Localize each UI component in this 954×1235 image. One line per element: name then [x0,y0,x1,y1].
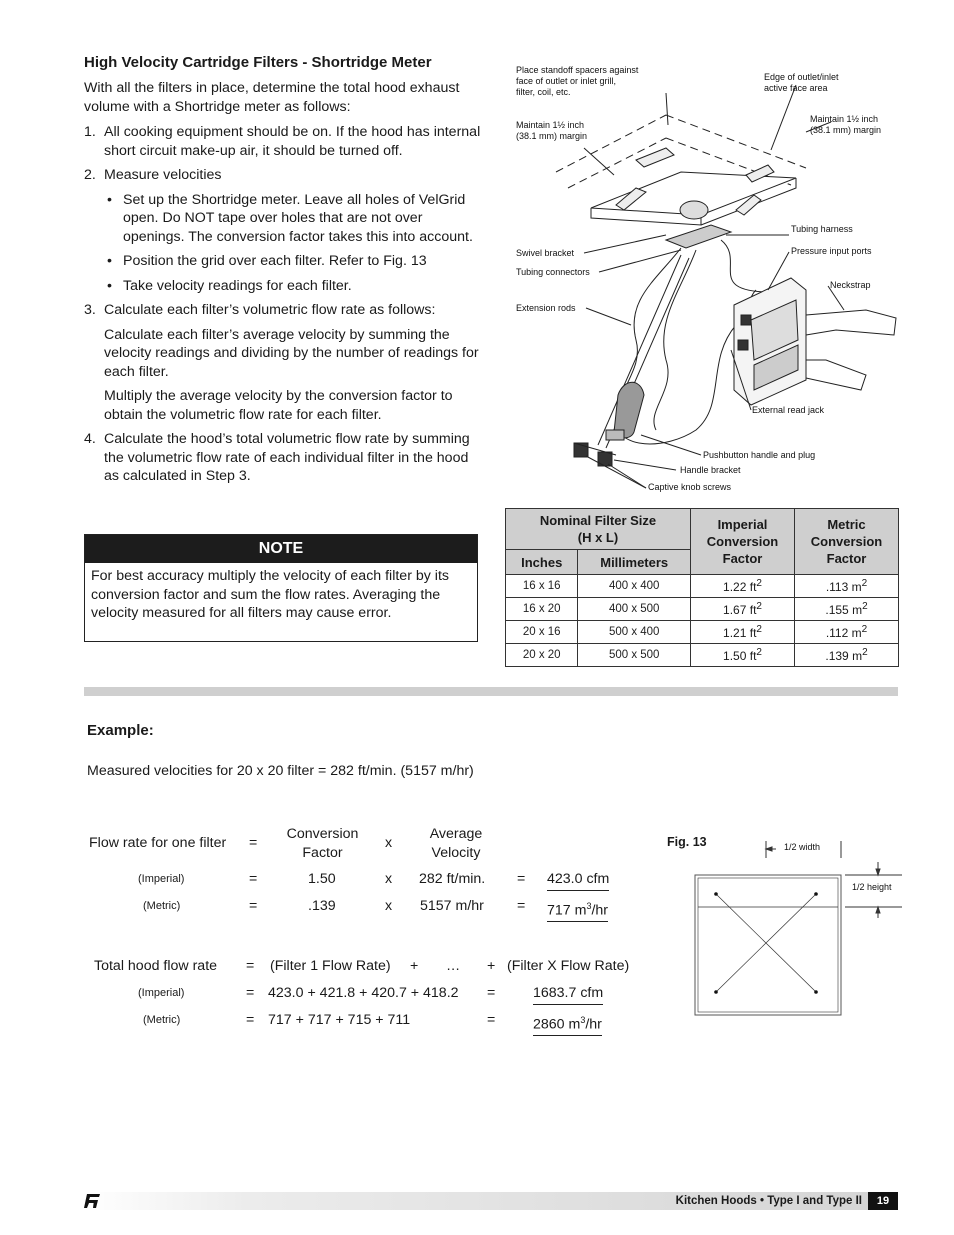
imperial-result: 423.0 cfm [547,870,609,891]
steps-list [84,123,484,492]
step-1-text: All cooking equipment should be on. If the hood has internal short circuit make-up air, it should be turned off. [104,124,481,159]
label-neckstrap: Neckstrap [830,280,871,290]
step-4-text: Calculate the hood’s total volumetric flow rate by summing the volumetric flow rate of each individual filter in the hood as calculated in Step 3. [104,431,470,484]
example-title: Example: [87,722,154,739]
total-imperial-result: 1683.7 cfm [533,984,603,1005]
step-1: 1. All cooking equipment should be on. If the hood has internal short circuit make-up air, it should be turned off. [84,124,481,159]
label-margin-right: Maintain 1½ inch [810,114,879,124]
header-metric: Metric Conversion Factor [795,509,899,575]
shortridge-meter-diagram [506,60,906,500]
label-extension: Extension rods [516,303,576,313]
half-height-label: 1/2 height [852,882,892,892]
label-spacers: Place standoff spacers against [516,65,639,75]
svg-text:filter, coil, etc.: filter, coil, etc. [516,87,571,97]
intro-text: With all the filters in place, determine the total hood exhaust volume with a Shortridge meter as follows: [84,80,460,115]
table-row: 16 x 16 400 x 400 1.22 $ft^2$ .113 $m^2$ [506,575,899,598]
label-swivel: Swivel bracket [516,248,575,258]
total-label: Total hood flow rate [94,958,218,974]
label-pushbutton: Pushbutton handle and plug [703,450,816,460]
note-box [84,534,478,642]
page-number: 19 [868,1192,898,1210]
note-text: For best accuracy multiply the velocity of each filter by its conversion factor and sum the flow rates. Averaging the velocity measured for all filters may cause error. [91,568,449,621]
average-velocity-heading: Average Velocity [429,826,483,861]
label-captive: Captive knob screws [648,482,732,492]
svg-text:face of outlet or inlet grill,: face of outlet or inlet grill, [516,76,617,86]
conversion-table [505,508,899,667]
section-divider [84,687,898,696]
svg-text:(38.1 mm) margin: (38.1 mm) margin [516,131,588,141]
step-4: 4. Calculate the hood’s total volumetric flow rate by summing the volumetric flow rate of each individual filter in the hood as calculated in Step 3. [84,431,470,484]
label-tubing-harness: Tubing harness [791,224,853,234]
list-item: • Set up the Shortridge meter. Leave all holes of VelGrid open. Do NOT tape over holes that are not over openings. The conversion factor takes this into account. [107,191,473,245]
label-external-jack: External read jack [752,405,825,415]
conversion-factor-heading: Conversion Factor [286,826,359,861]
header-inches: Inches [506,550,578,575]
step-2-text: Measure velocities [104,167,222,183]
section-title: High Velocity Cartridge Filters - Shortridge Meter [84,54,432,71]
label-tubing-connectors: Tubing connectors [516,267,590,277]
fig13-grid-diagram [690,840,904,1020]
svg-text:(38.1 mm) margin: (38.1 mm) margin [810,125,882,135]
footer-title: Kitchen Hoods • Type I and Type II [675,1195,862,1207]
svg-text:active face area: active face area [764,83,828,93]
step-2-bullets [104,191,484,296]
label-edge: Edge of outlet/inlet [764,72,839,82]
step-3: 3. Calculate each filter’s volumetric flow rate as follows: Calculate each filter’s average velocity by summing the velocity readings and dividing by the number of readings for each filter. Multiply the average velocity by the conversion factor to obtain the volumetric flow rate for each filter. [84,301,484,424]
list-item: • Take velocity readings for each filter. [107,277,352,294]
metric-result: 717 $m^3/hr$ [547,897,608,922]
logo-icon [84,1192,102,1210]
figure-label: Fig. 13 [667,835,707,849]
note-title: NOTE [85,535,477,563]
table-row: 20 x 16 500 x 400 1.21 $ft^2$ .112 $m^2$ [506,621,899,644]
step-3-para-1: Calculate each filter’s average velocity by summing the velocity readings and dividing by the number of readings for each filter. [104,326,479,380]
header-mm: Millimeters [578,550,691,575]
header-imperial: Imperial Conversion Factor [691,509,795,575]
list-item: • Position the grid over each filter. Refer to Fig. 13 [107,253,427,269]
total-metric-result: 2860 $m^3/hr$ [533,1011,602,1036]
label-margin-left: Maintain 1½ inch [516,120,585,130]
label-handle-bracket: Handle bracket [680,465,741,475]
table-row: 16 x 20 400 x 500 1.67 $ft^2$ .155 $m^2$ [506,598,899,621]
step-3-para-2: Multiply the average velocity by the conversion factor to obtain the volumetric flow rate for each filter. [104,388,453,423]
label-pressure: Pressure input ports [791,246,872,256]
flow-label: Flow rate for one filter [89,835,227,851]
table-row: 20 x 20 500 x 500 1.50 $ft^2$ .139 $m^2$ [506,644,899,667]
half-width-label: 1/2 width [784,842,821,852]
header-nominal: Nominal Filter Size (H x L) [506,509,691,550]
step-2: 2. Measure velocities • Set up the Shortridge meter. Leave all holes of VelGrid open. Do NOT tape over holes that are not over openings. The conversion factor takes this into account. • Position the grid over each filter. Refer to Fig. 13 • Take velocity readings for each filter. [84,166,484,295]
step-3-text: Calculate each filter’s volumetric flow rate as follows: [104,302,436,318]
measured-velocities: Measured velocities for 20 x 20 filter = 282 ft/min. (5157 m/hr) [87,763,474,779]
